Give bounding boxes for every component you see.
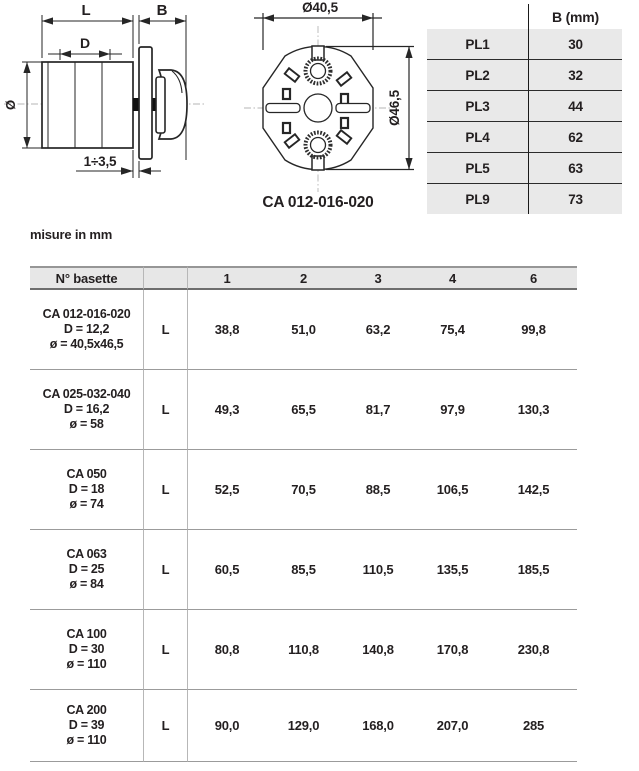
b-table-model: PL5 <box>427 153 528 184</box>
value-cell: 207,0 <box>415 690 490 762</box>
b-table-value: 62 <box>528 122 622 153</box>
model-dia: ø = 110 <box>66 733 107 747</box>
model-name: CA 050 <box>66 467 107 481</box>
model-name: CA 025-032-040 <box>42 387 131 401</box>
col-header-6: 6 <box>490 266 577 290</box>
value-cell: 106,5 <box>415 450 490 530</box>
arrow-icon <box>263 14 274 21</box>
arrow-icon <box>175 17 186 24</box>
value-cell: 97,9 <box>415 370 490 450</box>
b-table-header-spacer <box>427 4 528 29</box>
b-table-value: 32 <box>528 60 622 91</box>
dim-label-l: L <box>81 2 91 19</box>
front-view-drawing <box>228 0 430 216</box>
b-table-model: PL3 <box>427 91 528 122</box>
col-header-4: 4 <box>415 266 490 290</box>
model-d: D = 39 <box>68 718 105 732</box>
arrow-icon <box>42 17 53 24</box>
col-header-2: 2 <box>266 266 341 290</box>
dim-label-d: D <box>80 35 90 51</box>
model-name: CA 063 <box>66 547 107 561</box>
value-cell: 75,4 <box>415 290 490 370</box>
b-table-model: PL4 <box>427 122 528 153</box>
dim-letter: L <box>143 530 187 610</box>
value-cell: 63,2 <box>341 290 415 370</box>
model-dia: ø = 110 <box>66 657 107 671</box>
value-cell: 142,5 <box>490 450 577 530</box>
b-table-value: 44 <box>528 91 622 122</box>
arrow-icon <box>405 158 412 170</box>
value-cell: 90,0 <box>187 690 266 762</box>
value-cell: 88,5 <box>341 450 415 530</box>
dim-label-width: Ø40,5 <box>302 0 338 15</box>
model-dia: ø = 84 <box>69 577 104 591</box>
switch-body <box>42 62 133 148</box>
arrow-icon <box>139 167 151 175</box>
mounting-slot <box>336 104 370 113</box>
b-table-header: B (mm) <box>528 4 622 29</box>
arrow-icon <box>23 137 30 148</box>
arrow-icon <box>60 50 71 57</box>
value-cell: 168,0 <box>341 690 415 762</box>
arrow-icon <box>23 62 30 73</box>
model-name: CA 012-016-020 <box>42 307 131 321</box>
value-cell: 60,5 <box>187 530 266 610</box>
dim-letter: L <box>143 370 187 450</box>
value-cell: 85,5 <box>266 530 341 610</box>
value-cell: 230,8 <box>490 610 577 690</box>
dim-label-height: Ø46,5 <box>387 90 402 126</box>
row-model <box>30 290 143 370</box>
shaft <box>133 98 139 111</box>
value-cell: 38,8 <box>187 290 266 370</box>
value-cell: 130,3 <box>490 370 577 450</box>
model-name: CA 200 <box>66 703 107 717</box>
arrow-icon <box>121 167 133 175</box>
row-model <box>30 610 143 690</box>
b-table-model: PL1 <box>427 29 528 60</box>
arrow-icon <box>122 17 133 24</box>
value-cell: 140,8 <box>341 610 415 690</box>
model-d: D = 12,2 <box>63 322 110 336</box>
b-table-model: PL2 <box>427 60 528 91</box>
row-model <box>30 370 143 450</box>
arrow-icon <box>362 14 373 21</box>
arrow-icon <box>99 50 110 57</box>
dim-label-b: B <box>156 2 168 19</box>
value-cell: 170,8 <box>415 610 490 690</box>
model-dia: ø = 40,5x46,5 <box>49 337 124 351</box>
dim-letter: L <box>143 450 187 530</box>
arrow-icon <box>405 47 412 59</box>
b-table-value: 63 <box>528 153 622 184</box>
b-dimension-table <box>427 4 622 214</box>
row-model <box>30 450 143 530</box>
model-d: D = 16,2 <box>63 402 110 416</box>
unit-note: misure in mm <box>30 227 113 242</box>
dim-letter: L <box>143 610 187 690</box>
model-d: D = 30 <box>68 642 105 656</box>
value-cell: 80,8 <box>187 610 266 690</box>
row-model <box>30 530 143 610</box>
knob-face <box>156 77 165 133</box>
row-model <box>30 690 143 762</box>
value-cell: 135,5 <box>415 530 490 610</box>
value-cell: 52,5 <box>187 450 266 530</box>
model-d: D = 25 <box>68 562 105 576</box>
mounting-flange <box>139 47 152 159</box>
center-hole <box>304 94 332 122</box>
b-table-value: 30 <box>528 29 622 60</box>
dim-letter: L <box>143 290 187 370</box>
value-cell: 51,0 <box>266 290 341 370</box>
col-header-spacer <box>143 266 187 290</box>
model-dia: ø = 58 <box>69 417 104 431</box>
col-header-basette: N° basette <box>30 266 143 290</box>
dimensions-table <box>30 266 577 762</box>
b-table-value: 73 <box>528 184 622 214</box>
b-table-model: PL9 <box>427 184 528 214</box>
model-name: CA 100 <box>66 627 107 641</box>
side-view-drawing <box>0 0 218 196</box>
value-cell: 110,8 <box>266 610 341 690</box>
value-cell: 70,5 <box>266 450 341 530</box>
value-cell: 99,8 <box>490 290 577 370</box>
value-cell: 129,0 <box>266 690 341 762</box>
dim-label-diameter: Ø <box>3 100 18 110</box>
drawing-caption: CA 012-016-020 <box>262 194 374 211</box>
col-header-3: 3 <box>341 266 415 290</box>
model-d: D = 18 <box>68 482 105 496</box>
value-cell: 110,5 <box>341 530 415 610</box>
value-cell: 285 <box>490 690 577 762</box>
arrow-icon <box>139 17 150 24</box>
dim-label-gap: 1÷3,5 <box>83 154 117 169</box>
value-cell: 81,7 <box>341 370 415 450</box>
value-cell: 49,3 <box>187 370 266 450</box>
col-header-1: 1 <box>187 266 266 290</box>
dim-letter: L <box>143 690 187 762</box>
mounting-slot <box>266 104 300 113</box>
value-cell: 185,5 <box>490 530 577 610</box>
model-dia: ø = 74 <box>69 497 104 511</box>
value-cell: 65,5 <box>266 370 341 450</box>
